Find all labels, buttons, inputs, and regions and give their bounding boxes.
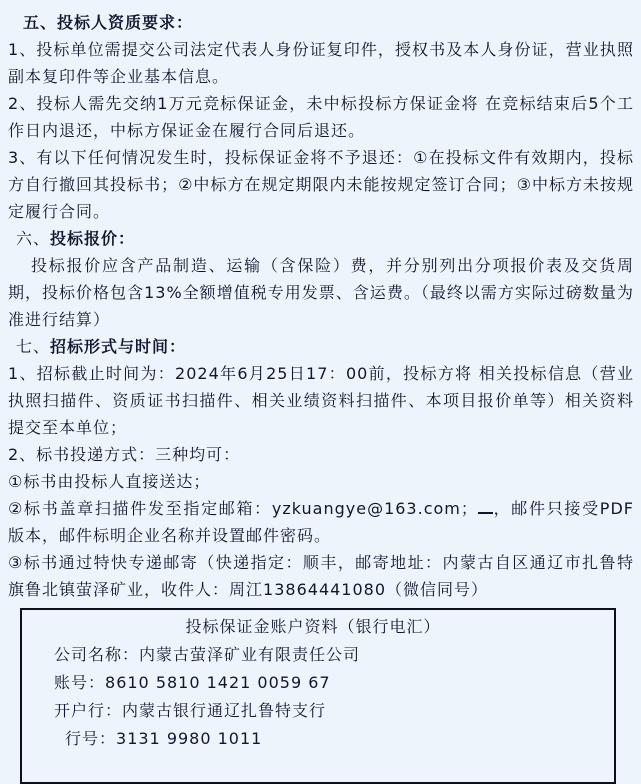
email-line-prefix: ②标书盖章扫描件发至指定邮箱：: [8, 499, 272, 518]
company-name-value: 内蒙古萤泽矿业有限责任公司: [139, 645, 361, 664]
deposit-box-title: 投标保证金账户资料（银行电汇）: [185, 617, 441, 636]
section6-heading: [8, 225, 634, 252]
company-name-row: [22, 641, 604, 669]
section6-title: 投标报价：: [50, 229, 136, 248]
wechat-note: （微信同号）: [386, 580, 489, 599]
recipient-label: ，收件人：: [144, 580, 230, 599]
bank-name-label: 开户行：: [54, 701, 123, 720]
bank-name-value: 内蒙古银行通辽扎鲁特支行: [122, 701, 327, 720]
bank-code-label: 行号：: [65, 729, 117, 748]
delivery-method-3: [8, 549, 634, 603]
method3-text: ③标书通过特快专递邮寄（快递指定：顺丰，邮寄地址：: [8, 553, 443, 572]
bank-name-row: [22, 697, 604, 725]
section7-item-2: 2、标书投递方式：三种均可：: [8, 445, 241, 464]
company-name-label: 公司名称：: [54, 645, 140, 664]
section7-number: 七、: [16, 337, 51, 356]
deposit-account-box: [20, 608, 616, 784]
blank-underline: [478, 498, 493, 514]
account-number-value: 8610 5810 1421 0059 67: [105, 673, 331, 692]
recipient-phone: 13864441080: [263, 580, 387, 599]
delivery-method-2: [8, 495, 634, 549]
email-line-suffix: ，邮件只接受PDF版本，邮件标明企业名称并设置邮件密码。: [8, 499, 634, 545]
section5-item-1: 1、投标单位需提交公司法定代表人身份证复印件，授权书及本人身份证，营业执照副本复印件等企业基本信息。: [8, 40, 634, 86]
section5-item-3: 3、有以下任何情况发生时，投标保证金将不予退还：①在投标文件有效期内，投标方自行撤回其投标书；②中标方在规定期限内未能按规定签订合同；③中标方未按规定履行合同。: [8, 148, 634, 221]
bank-code-row: [22, 725, 604, 753]
section7-title: 招标形式与时间：: [50, 337, 187, 356]
section5-heading: 五、投标人资质要求：: [23, 13, 194, 32]
email-semicolon: ；: [460, 499, 478, 518]
recipient-name: 周江: [229, 580, 264, 599]
section6-number: 六、: [16, 229, 51, 248]
section6-body: 投标报价应含产品制造、运输（含保险）费，并分别列出分项报价表及交货周期，投标价格包含13%全额增值税专用发票、含运费。（最终以需方实际过磅数量为准进行结算）: [8, 256, 634, 329]
delivery-method-1: ①标书由投标人直接送达；: [8, 472, 211, 491]
section7-item-1: 1、招标截止时间为：2024年6月25日17：00前，投标方将 相关投标信息（营业执照扫描件、资质证书扫描件、相关业绩资料扫描件、本项目报价单等）相关资料提交至本单位；: [8, 364, 634, 437]
bank-code-value: 3131 9980 1011: [116, 729, 263, 748]
account-number-label: 账号：: [54, 673, 106, 692]
email-address: yzkuangye@163.com: [271, 499, 461, 518]
account-number-row: [22, 669, 604, 697]
section7-heading: [8, 333, 634, 360]
mailing-address: 内蒙古自区通辽市扎鲁特旗鲁北镇萤泽矿业: [8, 553, 634, 599]
section5-item-2: 2、投标人需先交纳1万元竞标保证金，未中标投标方保证金将 在竞标结束后5个工作日内退还，中标方保证金在履行合同后退还。: [8, 94, 634, 140]
